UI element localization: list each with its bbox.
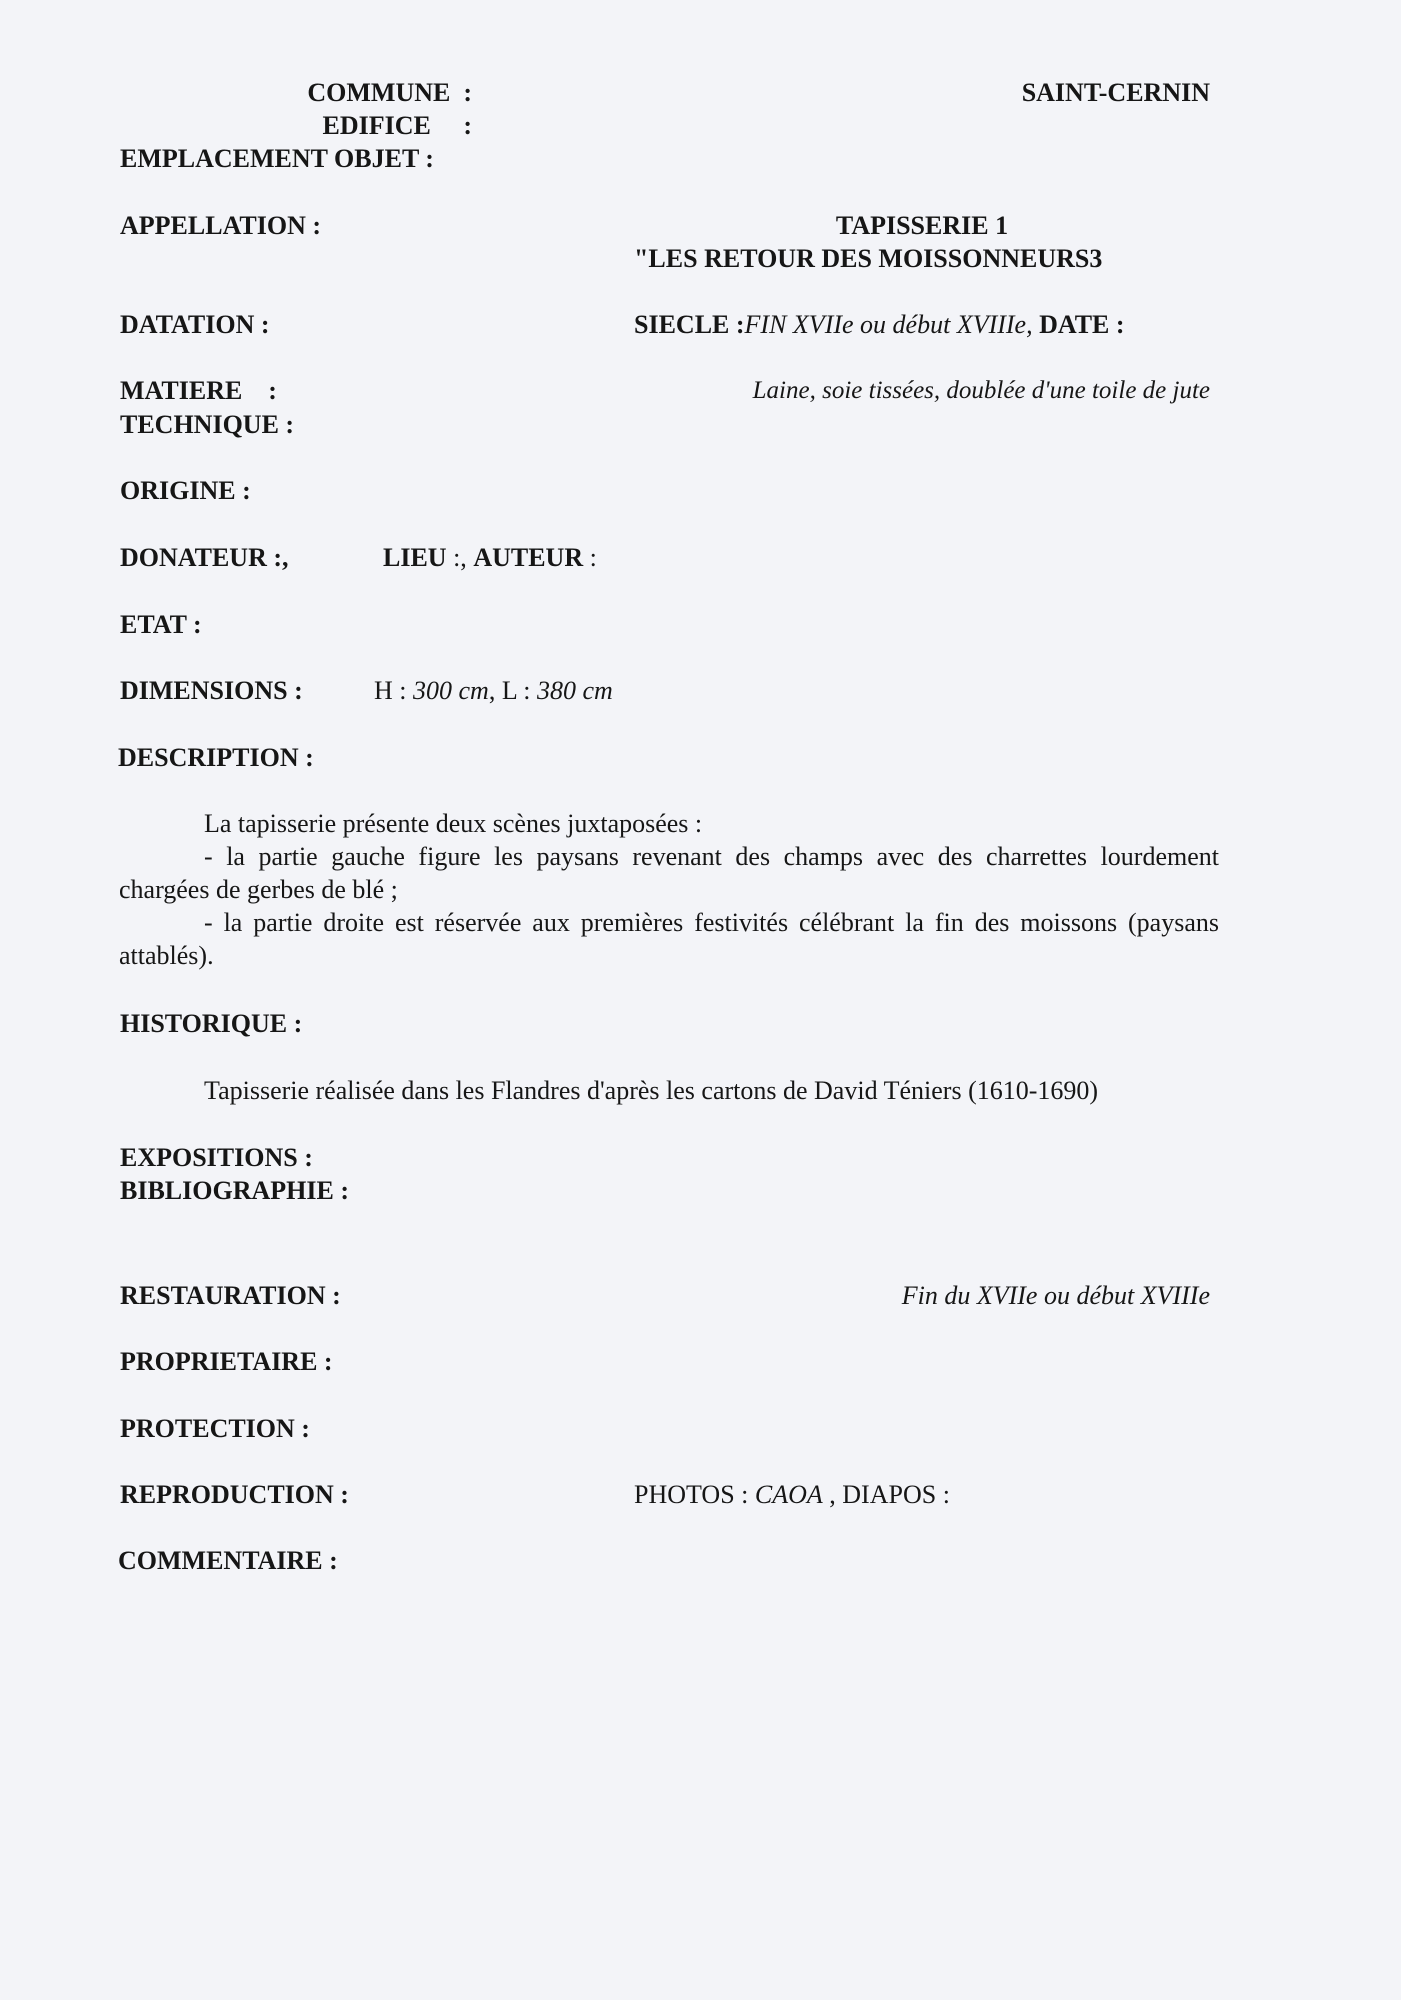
emplacement-label: EMPLACEMENT OBJET : [120,144,434,173]
expositions-label: EXPOSITIONS : [120,1143,313,1172]
description-label: DESCRIPTION : [118,743,314,772]
photos-label: PHOTOS : [634,1480,755,1509]
matiere-label: MATIERE : [120,376,277,405]
dim-h-label: H : [374,676,413,705]
dim-l-value: 380 cm [536,676,613,705]
origine-label: ORIGINE : [120,476,251,505]
edifice-label: EDIFICE : [322,111,472,140]
historique-value: Tapisserie réalisée dans les Flandres d'après les cartons de David Téniers (1610-1690) [204,1076,1099,1105]
technique-label: TECHNIQUE : [120,410,295,439]
proprietaire-label: PROPRIETAIRE : [120,1347,333,1376]
auteur-sep: : [583,543,597,572]
bibliographie-label: BIBLIOGRAPHIE : [120,1176,349,1205]
dim-l-label: , L : [488,676,537,705]
photos-value: CAOA [754,1480,823,1509]
restauration-label: RESTAURATION : [120,1281,341,1310]
matiere-value: Laine, soie tissées, doublée d'une toile de jute [752,377,1210,404]
donateur-label: DONATEUR :, [120,543,289,572]
description-text [119,807,1219,972]
etat-label: ETAT : [120,610,202,639]
date-label: DATE : [1032,310,1125,339]
siecle-line [634,308,1125,341]
dimensions-value [374,674,613,707]
lieu-auteur-line [383,541,597,574]
lieu-sep: :, [446,543,474,572]
appellation-value-1: TAPISSERIE 1 [835,211,1009,240]
datation-label: DATATION : [120,310,270,339]
appellation-label: APPELLATION : [120,211,322,240]
commune-value: SAINT-CERNIN [1021,78,1210,107]
lieu-label: LIEU [383,543,447,572]
appellation-value-2: "LES RETOUR DES MOISSONNEURS3 [634,244,1103,273]
diapos-label: , DIAPOS : [822,1480,950,1509]
restauration-value: Fin du XVIIe ou début XVIIIe [901,1281,1210,1310]
commune-label: COMMUNE : [307,78,472,107]
photos-line [634,1478,950,1511]
commentaire-label: COMMENTAIRE : [118,1546,338,1575]
protection-label: PROTECTION : [120,1414,310,1443]
description-line: - la partie droite est réservée aux premières festivités célébrant la fin des moissons (paysans attablés). [119,908,1219,970]
reproduction-label: REPRODUCTION : [120,1480,349,1509]
siecle-label: SIECLE : [634,310,745,339]
historique-label: HISTORIQUE : [120,1009,303,1038]
auteur-label: AUTEUR [473,543,584,572]
description-line: La tapisserie présente deux scènes juxtaposées : [204,809,703,838]
dim-h-value: 300 cm [413,676,489,705]
siecle-value: FIN XVIIe ou début XVIIIe, [744,310,1033,339]
description-line: - la partie gauche figure les paysans revenant des champs avec des charrettes lourdement chargées de gerbes de blé ; [119,842,1219,904]
dimensions-label: DIMENSIONS : [120,676,303,705]
